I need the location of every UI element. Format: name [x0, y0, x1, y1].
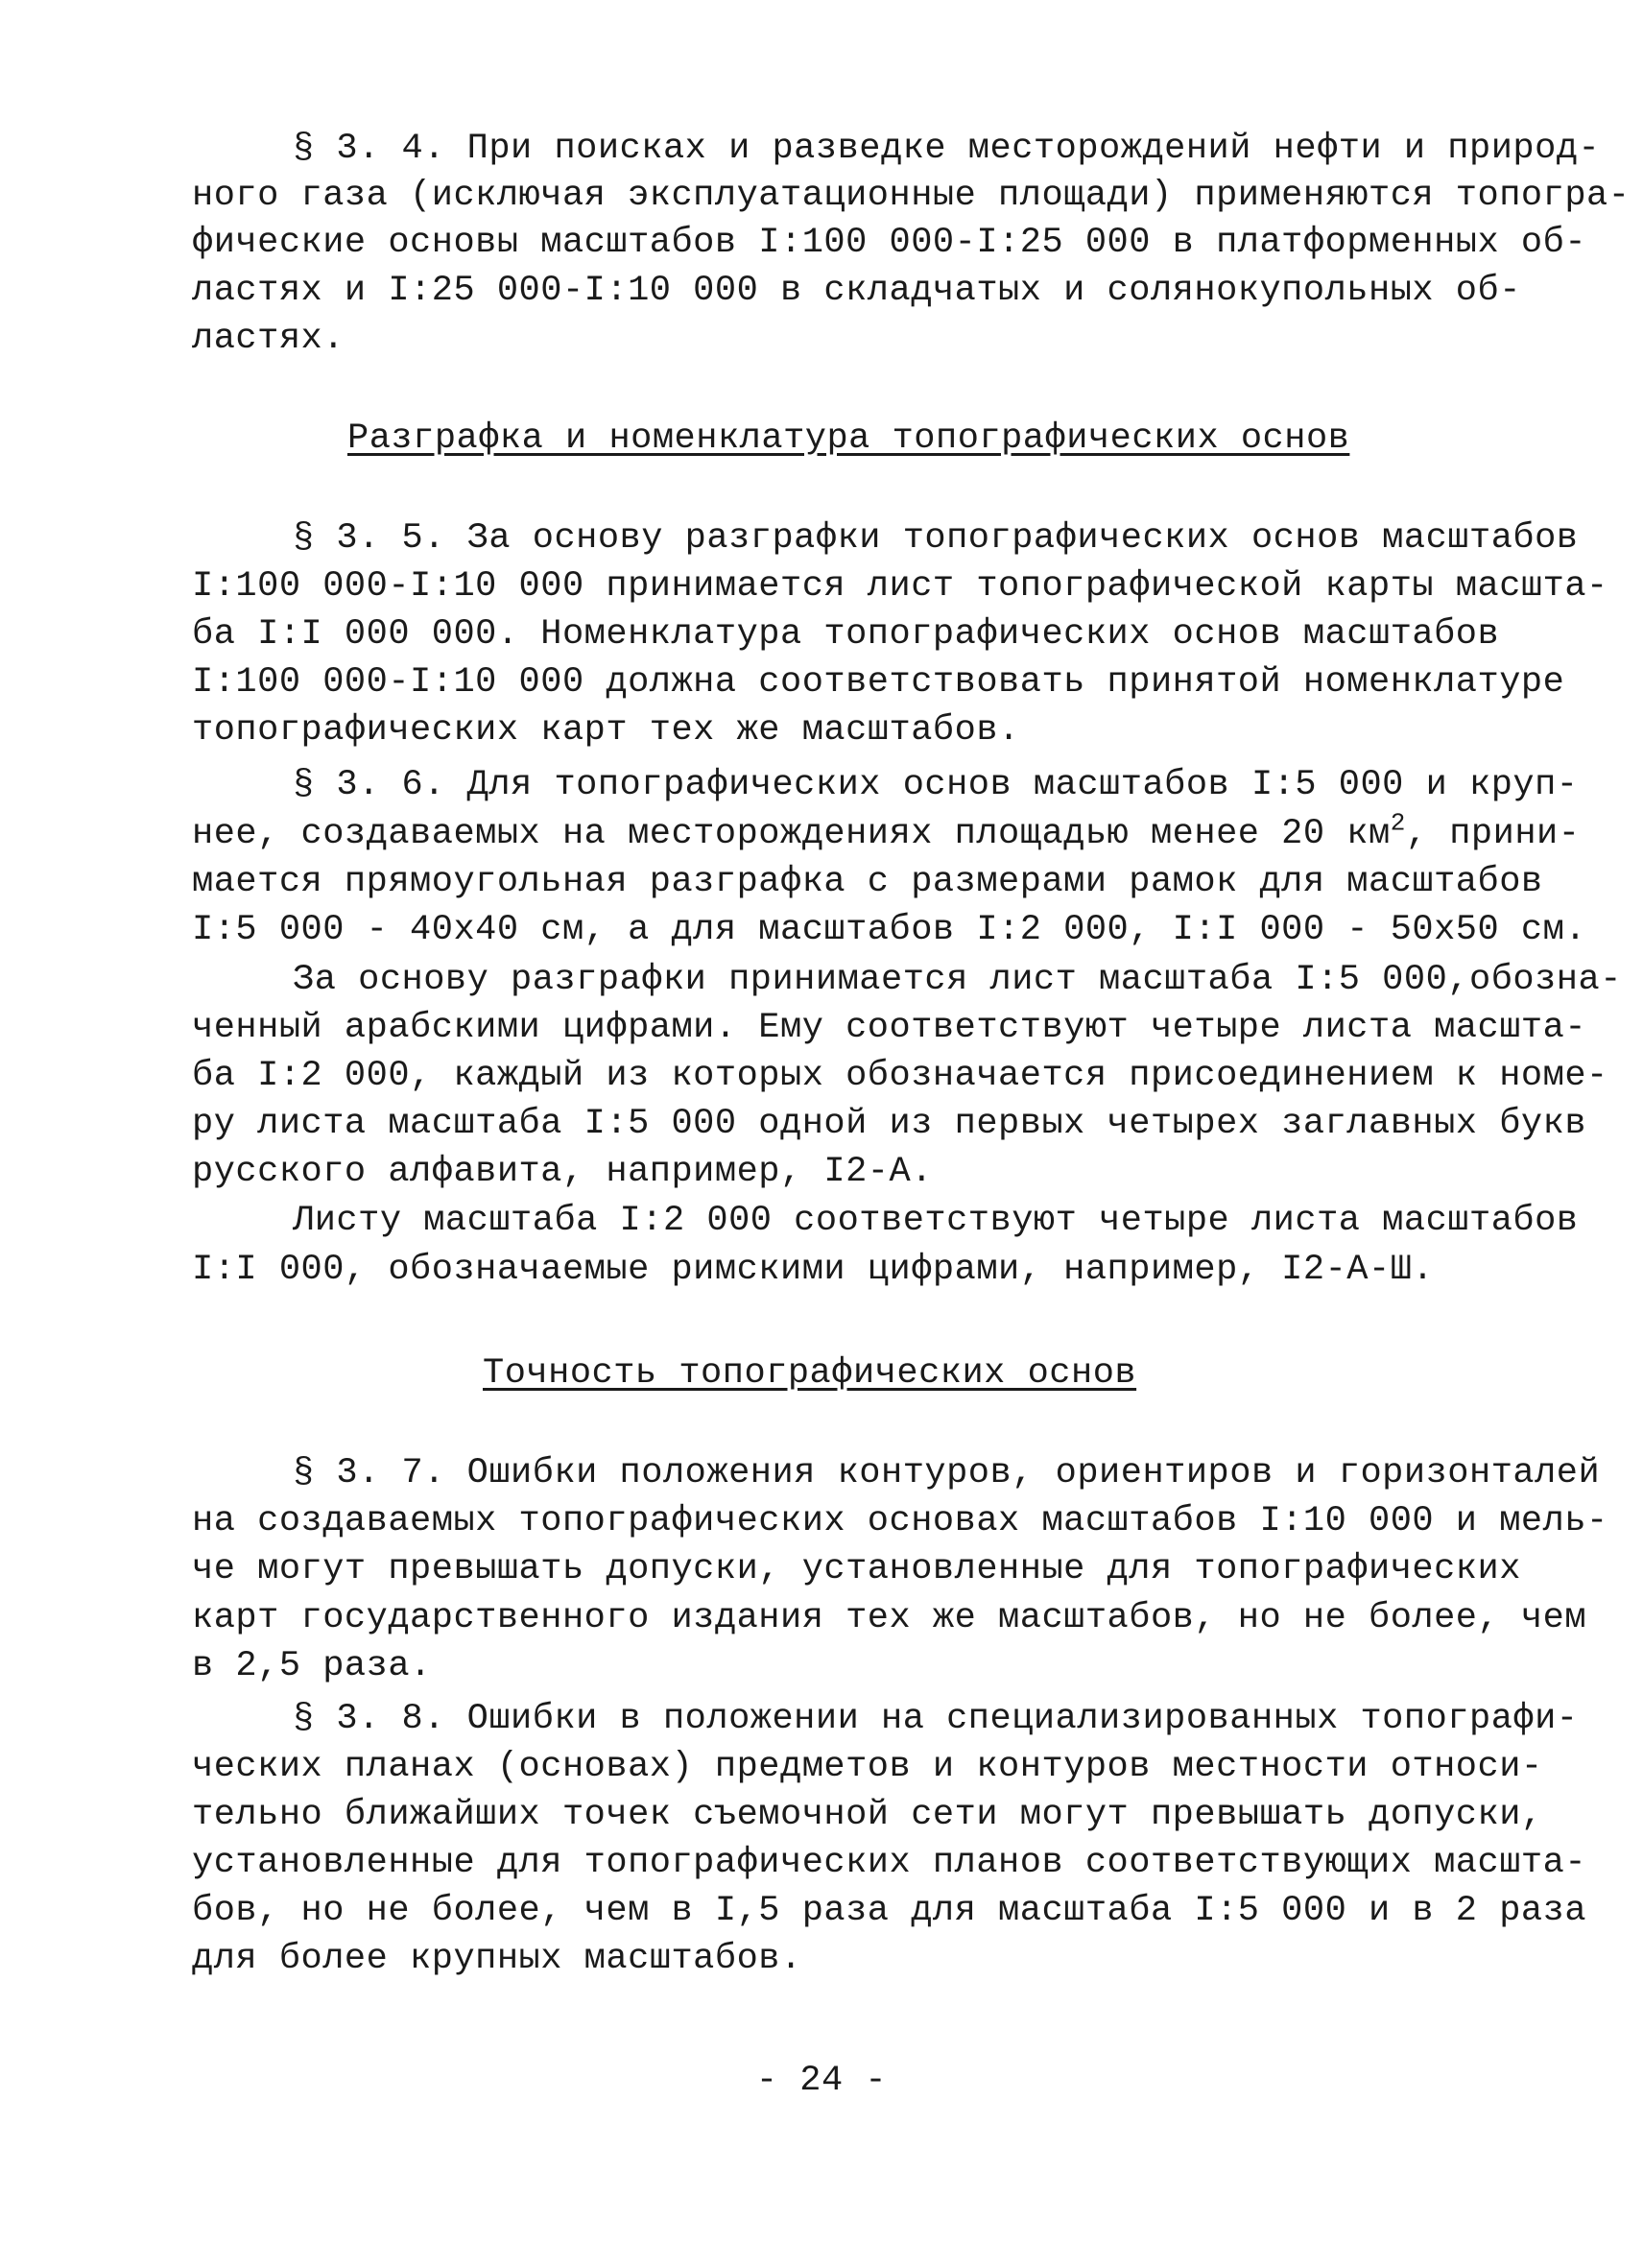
paragraph-3-7-line: че могут превышать допуски, установленные для топографических: [192, 1549, 1521, 1589]
paragraph-3-6c-line: Листу масштаба I:2 000 соответствуют четыре листа масштабов: [293, 1201, 1579, 1241]
paragraph-3-6b-line: За основу разграфки принимается лист масштаба I:5 000,обозна-: [293, 960, 1622, 1000]
paragraph-3-8-line: ческих планах (основах) предметов и контуров местности относи-: [192, 1747, 1543, 1787]
paragraph-3-6-line: [192, 808, 1581, 854]
paragraph-3-4-line: фические основы масштабов I:100 000-I:25 000 в платформенных об-: [192, 223, 1587, 263]
paragraph-3-4-line: § 3. 4. При поисках и разведке месторождений нефти и природ-: [293, 129, 1601, 169]
paragraph-3-7-line: на создаваемых топографических основах масштабов I:10 000 и мель-: [192, 1501, 1608, 1541]
paragraph-3-8-line: установленные для топографических планов соответствующих масшта-: [192, 1843, 1587, 1883]
paragraph-3-6-text: нее, создаваемых на месторождениях площадью менее 20 км: [192, 814, 1391, 854]
paragraph-3-5-line: топографических карт тех же масштабов.: [192, 710, 1020, 751]
section-heading-sheet-layout: Разграфка и номенклатура топографических основ: [347, 418, 1350, 459]
paragraph-3-6-line: § 3. 6. Для топографических основ масштабов I:5 000 и круп-: [293, 765, 1579, 805]
paragraph-3-6b-line: ченный арабскими цифрами. Ему соответствуют четыре листа масшта-: [192, 1008, 1587, 1048]
page-number: - 24 -: [755, 2061, 888, 2101]
paragraph-3-6b-line: русского алфавита, например, I2-А.: [192, 1152, 933, 1192]
superscript-2: 2: [1390, 808, 1406, 838]
paragraph-3-6-line: мается прямоугольная разграфка с размерами рамок для масштабов: [192, 862, 1543, 902]
paragraph-3-5-line: I:100 000-I:10 000 должна соответствовать принятой номенклатуре: [192, 662, 1565, 703]
paragraph-3-5-line: ба I:I 000 000. Номенклатура топографических основ масштабов: [192, 614, 1500, 655]
paragraph-3-7-line: карт государственного издания тех же масштабов, но не более, чем: [192, 1598, 1587, 1638]
paragraph-3-5-line: I:100 000-I:10 000 принимается лист топографической карты масшта-: [192, 566, 1608, 607]
paragraph-3-8-line: тельно ближайших точек съемочной сети могут превышать допуски,: [192, 1795, 1543, 1835]
paragraph-3-6c-line: I:I 000, обозначаемые римскими цифрами, например, I2-А-Ш.: [192, 1250, 1435, 1290]
paragraph-3-7-line: в 2,5 раза.: [192, 1646, 432, 1686]
section-heading-accuracy: Точность топографических основ: [483, 1353, 1137, 1394]
paragraph-3-6b-line: ру листа масштаба I:5 000 одной из первых четырех заглавных букв: [192, 1104, 1587, 1144]
paragraph-3-5-line: § 3. 5. За основу разграфки топографических основ масштабов: [293, 518, 1579, 559]
paragraph-3-7-line: § 3. 7. Ошибки положения контуров, ориентиров и горизонталей: [293, 1453, 1601, 1493]
paragraph-3-6-line: I:5 000 - 40x40 см, а для масштабов I:2 000, I:I 000 - 50x50 см.: [192, 910, 1587, 950]
paragraph-3-4-line: ластях и I:25 000-I:10 000 в складчатых и солянокупольных об-: [192, 271, 1521, 311]
paragraph-3-6b-line: ба I:2 000, каждый из которых обозначается присоединением к номе-: [192, 1056, 1608, 1096]
paragraph-3-8-line: § 3. 8. Ошибки в положении на специализированных топографи-: [293, 1699, 1579, 1739]
paragraph-3-6-text: , прини-: [1405, 814, 1581, 854]
paragraph-3-4-line: ного газа (исключая эксплуатационные площади) применяются топогра-: [192, 176, 1631, 216]
paragraph-3-8-line: бов, но не более, чем в I,5 раза для масштаба I:5 000 и в 2 раза: [192, 1891, 1587, 1931]
paragraph-3-4-line: ластях.: [192, 319, 345, 359]
paragraph-3-8-line: для более крупных масштабов.: [192, 1939, 802, 1979]
